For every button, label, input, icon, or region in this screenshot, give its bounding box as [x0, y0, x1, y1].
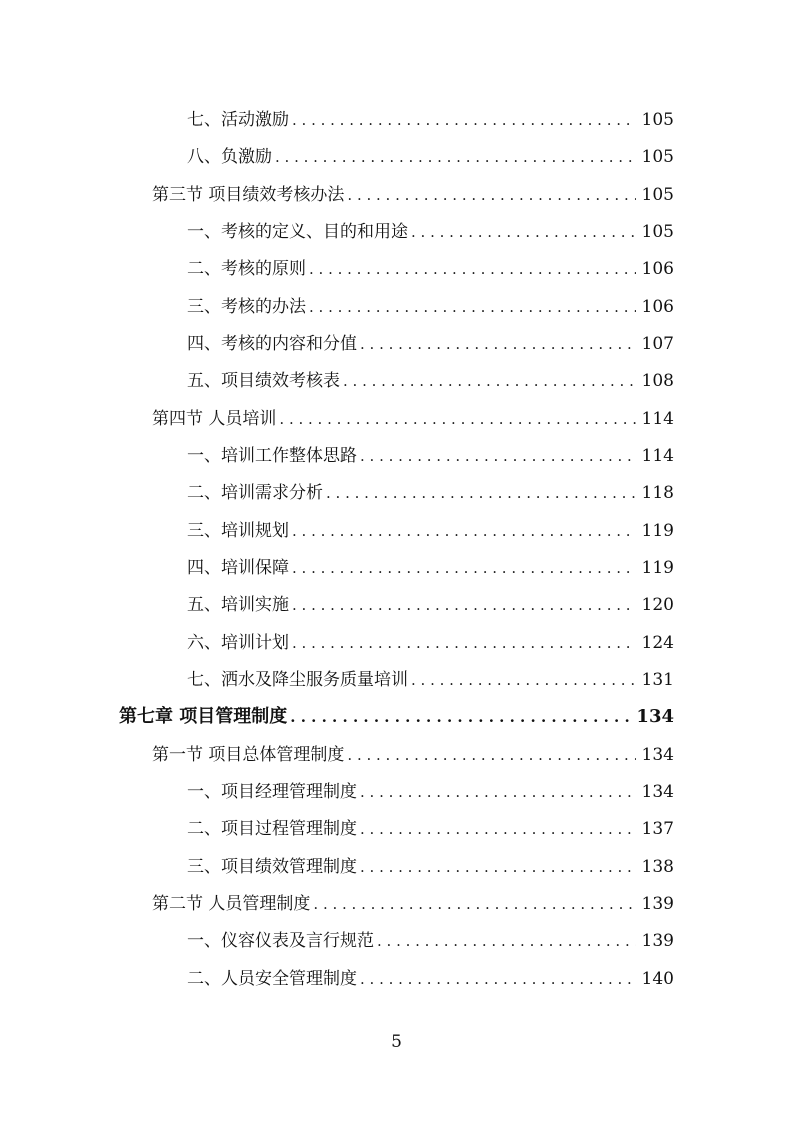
toc-page-number: 140 — [641, 969, 674, 989]
toc-leader-dots — [313, 893, 635, 915]
toc-leader-dots — [360, 856, 636, 878]
toc-entry — [152, 180, 674, 206]
toc-entry-title: 五、培训实施 — [187, 595, 289, 615]
toc-entry-title: 三、考核的办法 — [187, 297, 306, 317]
toc-page-number: 134 — [641, 745, 674, 765]
toc-entry — [152, 740, 674, 766]
toc-entry-title: 三、培训规划 — [187, 521, 289, 541]
toc-entry-title: 第七章 项目管理制度 — [119, 706, 288, 727]
toc-leader-dots — [411, 221, 636, 243]
toc-entry-title: 第一节 项目总体管理制度 — [152, 745, 345, 765]
page-footer-number: 5 — [391, 1032, 402, 1052]
toc-page-number: 105 — [641, 222, 674, 242]
toc-leader-dots — [360, 445, 636, 467]
toc-page-number: 114 — [641, 446, 674, 466]
toc-entry — [152, 889, 674, 915]
toc-leader-dots — [309, 296, 636, 318]
toc-entry-title: 八、负激励 — [187, 147, 272, 167]
toc-page-number: 131 — [641, 670, 674, 690]
toc-leader-dots — [360, 333, 636, 355]
toc-page-number: 134 — [641, 782, 674, 802]
toc-entry-title: 二、培训需求分析 — [187, 483, 323, 503]
toc-leader-dots — [290, 706, 630, 728]
toc-entry — [187, 105, 674, 131]
toc-entry-title: 五、项目绩效考核表 — [187, 371, 340, 391]
toc-leader-dots — [292, 594, 636, 616]
toc-entry-title: 七、洒水及降尘服务质量培训 — [187, 670, 408, 690]
toc-entry — [187, 217, 674, 243]
toc-page-number: 119 — [641, 521, 674, 541]
toc-entry-title: 二、项目过程管理制度 — [187, 819, 357, 839]
toc-page-number: 124 — [641, 633, 674, 653]
toc-entry-title: 四、考核的内容和分值 — [187, 334, 357, 354]
toc-page-number: 106 — [641, 297, 674, 317]
toc-entry — [187, 777, 674, 803]
toc-leader-dots — [326, 482, 636, 504]
toc-page-number: 106 — [641, 259, 674, 279]
toc-page-number: 114 — [641, 409, 674, 429]
toc-page-number: 108 — [641, 371, 674, 391]
toc-leader-dots — [309, 258, 636, 280]
toc-page-number: 107 — [641, 334, 674, 354]
toc-page-number: 119 — [641, 558, 674, 578]
toc-page-number: 138 — [641, 857, 674, 877]
toc-entry-title: 一、仪容仪表及言行规范 — [187, 931, 374, 951]
toc-entry-title: 一、培训工作整体思路 — [187, 446, 357, 466]
toc-leader-dots — [275, 146, 636, 168]
toc-entry — [187, 926, 674, 952]
toc-leader-dots — [360, 781, 636, 803]
toc-page-number: 120 — [641, 595, 674, 615]
toc-leader-dots — [360, 968, 636, 990]
toc-leader-dots — [292, 520, 636, 542]
toc-entry — [187, 553, 674, 579]
toc-entry — [187, 292, 674, 318]
toc-entry-title: 第三节 项目绩效考核办法 — [152, 185, 345, 205]
toc-page-number: 139 — [641, 931, 674, 951]
toc-leader-dots — [347, 744, 635, 766]
toc-entry-title: 四、培训保障 — [187, 558, 289, 578]
toc-leader-dots — [347, 184, 635, 206]
toc-entry-title: 七、活动激励 — [187, 110, 289, 130]
toc-entry — [187, 964, 674, 990]
toc-entry-title: 三、项目绩效管理制度 — [187, 857, 357, 877]
toc-leader-dots — [343, 370, 636, 392]
toc-page-number: 105 — [641, 147, 674, 167]
toc-entry — [187, 142, 674, 168]
toc-entry — [187, 478, 674, 504]
toc-entry — [187, 254, 674, 280]
toc-page-number: 105 — [641, 110, 674, 130]
toc-entry — [187, 366, 674, 392]
toc-page-number: 105 — [641, 185, 674, 205]
toc-entry — [187, 628, 674, 654]
toc-entry-title: 二、考核的原则 — [187, 259, 306, 279]
toc-entry-title: 六、培训计划 — [187, 633, 289, 653]
toc-entry — [187, 590, 674, 616]
toc-entry — [187, 852, 674, 878]
toc-leader-dots — [377, 930, 636, 952]
toc-entry — [187, 814, 674, 840]
toc-entry — [119, 702, 674, 728]
toc-entry — [187, 516, 674, 542]
toc-leader-dots — [292, 632, 636, 654]
toc-leader-dots — [292, 109, 636, 131]
toc-page-number: 118 — [641, 483, 674, 503]
toc-entry — [152, 404, 674, 430]
toc-entry-title: 一、项目经理管理制度 — [187, 782, 357, 802]
toc-leader-dots — [411, 669, 636, 691]
toc-entry-title: 第四节 人员培训 — [152, 409, 277, 429]
toc-leader-dots — [360, 818, 636, 840]
toc-entry — [187, 329, 674, 355]
toc-page-number: 134 — [636, 706, 674, 727]
toc-entry — [187, 441, 674, 467]
toc-entry — [187, 665, 674, 691]
toc-leader-dots — [292, 557, 636, 579]
toc-leader-dots — [279, 408, 635, 430]
toc-page-number: 137 — [641, 819, 674, 839]
toc-entry-title: 一、考核的定义、目的和用途 — [187, 222, 408, 242]
toc-entry-title: 第二节 人员管理制度 — [152, 894, 311, 914]
toc-page-number: 139 — [641, 894, 674, 914]
toc-entry-title: 二、人员安全管理制度 — [187, 969, 357, 989]
